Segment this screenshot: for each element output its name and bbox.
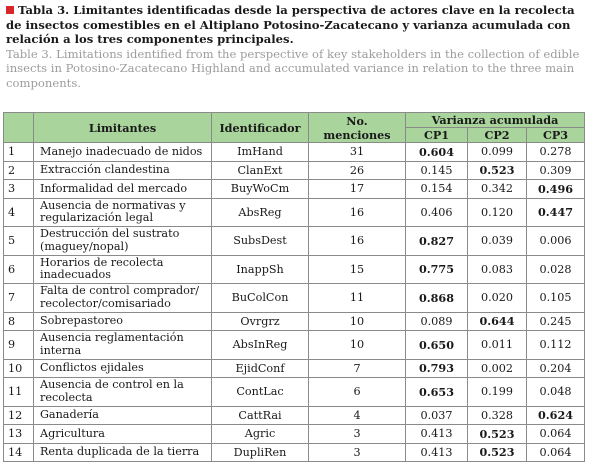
cp3-cell: 0.624 [527, 406, 585, 425]
limitante-cell: Conflictos ejidales [34, 359, 212, 378]
cp3-cell: 0.048 [527, 378, 585, 407]
menciones-cell: 10 [309, 331, 406, 360]
identificador-cell: InappSh [212, 255, 309, 284]
limitante-cell: Destrucción del sustrato (maguey/nopal) [34, 227, 212, 256]
table-row [4, 198, 585, 227]
cp1-cell: 0.653 [406, 378, 468, 407]
limitante-cell: Agricultura [34, 425, 212, 444]
limitante-cell: Ganadería [34, 406, 212, 425]
cp2-cell: 0.099 [468, 143, 527, 162]
cp2-cell: 0.523 [468, 425, 527, 444]
cp2-cell: 0.644 [468, 312, 527, 331]
identificador-cell: ContLac [212, 378, 309, 407]
table-row [4, 227, 585, 256]
menciones-cell: 31 [309, 143, 406, 162]
menciones-cell: 7 [309, 359, 406, 378]
cp3-cell: 0.309 [527, 161, 585, 180]
table-row [4, 425, 585, 444]
cp1-cell: 0.413 [406, 425, 468, 444]
header-cp3: CP3 [527, 128, 585, 143]
row-number: 6 [4, 255, 34, 284]
header-cp2: CP2 [468, 128, 527, 143]
identificador-cell: BuyWoCm [212, 180, 309, 199]
identificador-cell: DupliRen [212, 443, 309, 462]
caption-english: Table 3. Limitations identified from the perspective of key stakeholders in the collection of edible insects in Potosino-Zacatecano Highland and accumulated variance in relation to the three main components. [6, 46, 580, 90]
row-number: 1 [4, 143, 34, 162]
menciones-cell: 11 [309, 284, 406, 313]
row-number: 5 [4, 227, 34, 256]
cp3-cell: 0.064 [527, 425, 585, 444]
cp2-cell: 0.083 [468, 255, 527, 284]
header-limitantes: Limitantes [34, 113, 212, 143]
cp3-cell: 0.105 [527, 284, 585, 313]
table-row [4, 378, 585, 407]
identificador-cell: ImHand [212, 143, 309, 162]
row-number: 9 [4, 331, 34, 360]
cp3-cell: 0.006 [527, 227, 585, 256]
cp2-cell: 0.199 [468, 378, 527, 407]
cp2-cell: 0.523 [468, 443, 527, 462]
table-row [4, 143, 585, 162]
header-number [4, 113, 34, 143]
cp3-cell: 0.447 [527, 198, 585, 227]
cp1-cell: 0.089 [406, 312, 468, 331]
row-number: 10 [4, 359, 34, 378]
cp3-cell: 0.245 [527, 312, 585, 331]
caption-spanish [6, 3, 582, 47]
row-number: 13 [4, 425, 34, 444]
menciones-cell: 3 [309, 443, 406, 462]
row-number: 2 [4, 161, 34, 180]
menciones-cell: 4 [309, 406, 406, 425]
header-cp1: CP1 [406, 128, 468, 143]
limitante-cell: Manejo inadecuado de nidos [34, 143, 212, 162]
cp3-cell: 0.278 [527, 143, 585, 162]
cp1-cell: 0.650 [406, 331, 468, 360]
cp2-cell: 0.020 [468, 284, 527, 313]
identificador-cell: BuColCon [212, 284, 309, 313]
cp1-cell: 0.868 [406, 284, 468, 313]
row-number: 12 [4, 406, 34, 425]
cp2-cell: 0.342 [468, 180, 527, 199]
table-row [4, 331, 585, 360]
cp1-cell: 0.037 [406, 406, 468, 425]
row-number: 8 [4, 312, 34, 331]
cp3-cell: 0.064 [527, 443, 585, 462]
limitante-cell: Ausencia reglamentación interna [34, 331, 212, 360]
table-row [4, 255, 585, 284]
cp1-cell: 0.827 [406, 227, 468, 256]
cp3-cell: 0.112 [527, 331, 585, 360]
cp2-cell: 0.120 [468, 198, 527, 227]
header-identificador: Identificador [212, 113, 309, 143]
cp2-cell: 0.011 [468, 331, 527, 360]
identificador-cell: AbsReg [212, 198, 309, 227]
cp1-cell: 0.604 [406, 143, 468, 162]
table-caption [6, 3, 582, 91]
limitante-cell: Sobrepastoreo [34, 312, 212, 331]
table-header [4, 113, 585, 143]
menciones-cell: 26 [309, 161, 406, 180]
table-row [4, 161, 585, 180]
limitations-table [3, 112, 585, 462]
header-varianza: Varianza acumulada [406, 113, 585, 128]
menciones-cell: 10 [309, 312, 406, 331]
row-number: 11 [4, 378, 34, 407]
row-number: 4 [4, 198, 34, 227]
identificador-cell: CattRai [212, 406, 309, 425]
table-row [4, 443, 585, 462]
menciones-cell: 6 [309, 378, 406, 407]
table-row [4, 359, 585, 378]
table-body [4, 143, 585, 462]
table-row [4, 406, 585, 425]
identificador-cell: ClanExt [212, 161, 309, 180]
row-number: 14 [4, 443, 34, 462]
limitante-cell: Informalidad del mercado [34, 180, 212, 199]
menciones-cell: 3 [309, 425, 406, 444]
cp1-cell: 0.775 [406, 255, 468, 284]
cp1-cell: 0.413 [406, 443, 468, 462]
identificador-cell: SubsDest [212, 227, 309, 256]
menciones-cell: 16 [309, 198, 406, 227]
cp2-cell: 0.002 [468, 359, 527, 378]
cp2-cell: 0.523 [468, 161, 527, 180]
table-row [4, 180, 585, 199]
cp3-cell: 0.204 [527, 359, 585, 378]
cp1-cell: 0.145 [406, 161, 468, 180]
cp1-cell: 0.154 [406, 180, 468, 199]
menciones-cell: 15 [309, 255, 406, 284]
limitante-cell: Falta de control comprador/ recolector/comisariado [34, 284, 212, 313]
cp2-cell: 0.039 [468, 227, 527, 256]
row-number: 7 [4, 284, 34, 313]
row-number: 3 [4, 180, 34, 199]
menciones-cell: 16 [309, 227, 406, 256]
cp1-cell: 0.793 [406, 359, 468, 378]
table-row [4, 284, 585, 313]
limitante-cell: Ausencia de control en la recolecta [34, 378, 212, 407]
header-menciones: No. menciones [309, 113, 406, 143]
cp1-cell: 0.406 [406, 198, 468, 227]
cp3-cell: 0.496 [527, 180, 585, 199]
limitante-cell: Extracción clandestina [34, 161, 212, 180]
identificador-cell: Ovrgrz [212, 312, 309, 331]
limitante-cell: Horarios de recolecta inadecuados [34, 255, 212, 284]
cp2-cell: 0.328 [468, 406, 527, 425]
identificador-cell: EjidConf [212, 359, 309, 378]
red-square-icon [6, 6, 14, 14]
limitante-cell: Ausencia de normativas y regularización legal [34, 198, 212, 227]
identificador-cell: AbsInReg [212, 331, 309, 360]
identificador-cell: Agric [212, 425, 309, 444]
cp3-cell: 0.028 [527, 255, 585, 284]
menciones-cell: 17 [309, 180, 406, 199]
limitante-cell: Renta duplicada de la tierra [34, 443, 212, 462]
caption-spanish-text: Tabla 3. Limitantes identificadas desde la perspectiva de actores clave en la recolecta de insectos comestibles en el Altiplano Potosino-Zacatecano y varianza acumulada con relación a los tres componentes principales. [6, 3, 575, 47]
table-row [4, 312, 585, 331]
